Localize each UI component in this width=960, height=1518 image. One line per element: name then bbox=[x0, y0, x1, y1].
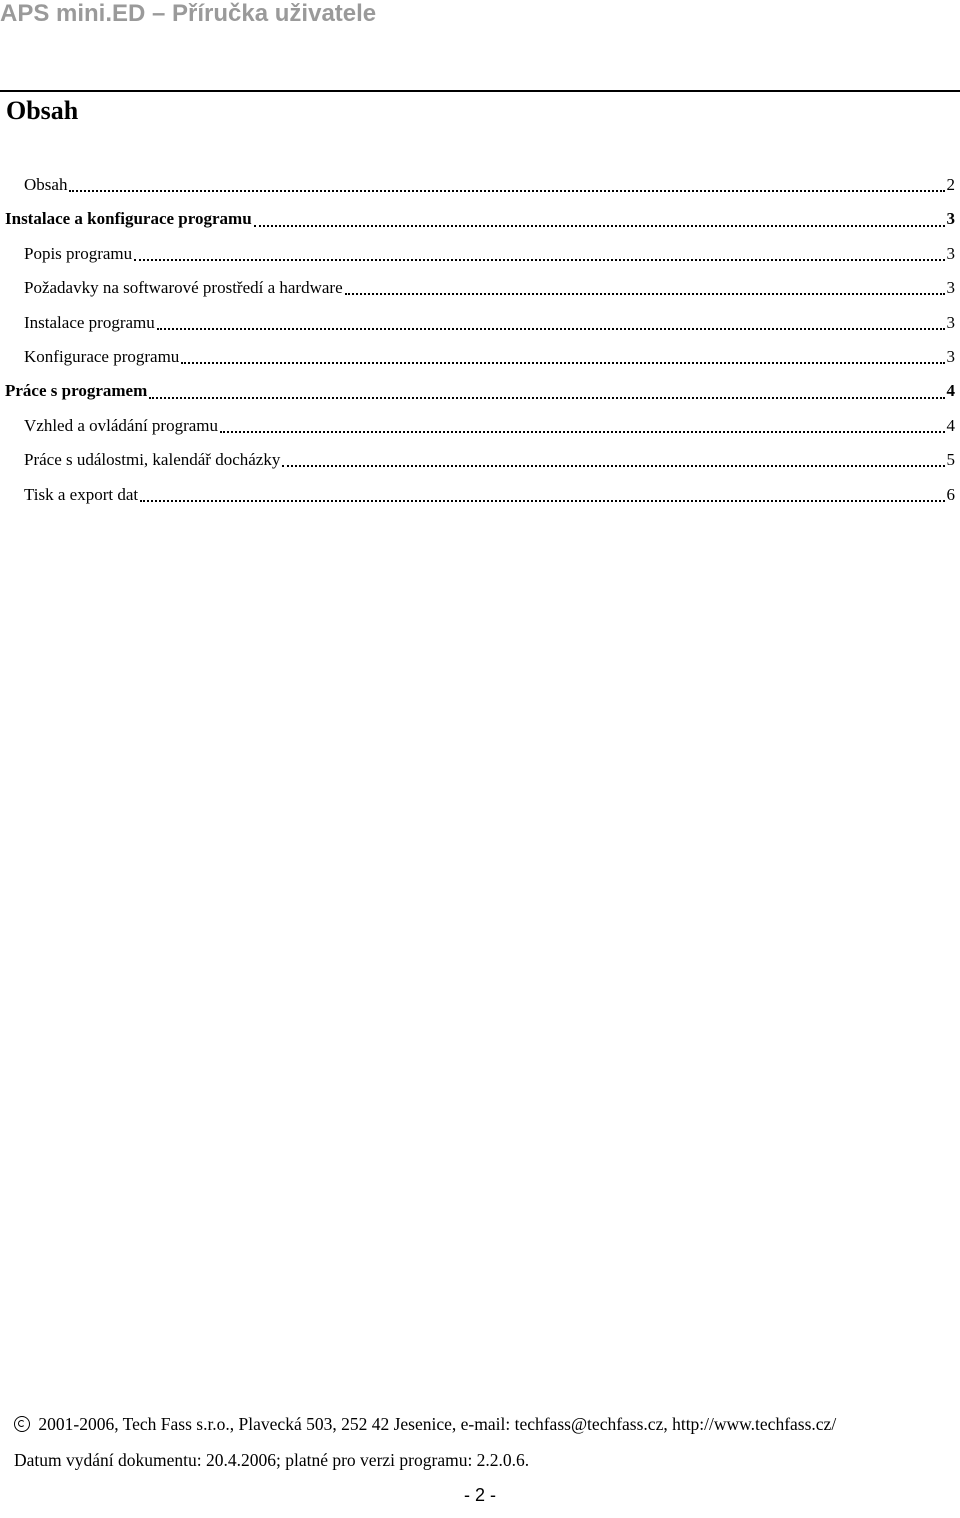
section-title: Obsah bbox=[6, 96, 79, 125]
document-header bbox=[0, 0, 960, 28]
toc-entry[interactable] bbox=[0, 478, 955, 512]
table-of-contents bbox=[0, 168, 955, 512]
toc-entry-page: 3 bbox=[946, 346, 955, 366]
footer-release-line: Datum vydání dokumentu: 20.4.2006; platné pro verzi programu: 2.2.0.6. bbox=[14, 1450, 530, 1470]
toc-dot-leader bbox=[157, 328, 945, 330]
footer-copyright-line bbox=[14, 1410, 836, 1438]
toc-dot-leader bbox=[254, 225, 945, 227]
page-number: - 2 - bbox=[463, 1485, 496, 1505]
toc-entry-label: Instalace a konfigurace programu bbox=[5, 209, 252, 229]
toc-entry[interactable] bbox=[0, 374, 955, 408]
toc-entry[interactable] bbox=[0, 202, 955, 236]
toc-entry[interactable] bbox=[0, 237, 955, 271]
toc-dot-leader bbox=[282, 465, 944, 467]
toc-dot-leader bbox=[149, 397, 944, 399]
toc-entry-label: Tisk a export dat bbox=[24, 484, 139, 504]
toc-entry[interactable] bbox=[0, 271, 955, 305]
toc-entry[interactable] bbox=[0, 409, 955, 443]
toc-entry[interactable] bbox=[0, 306, 955, 340]
header-divider bbox=[0, 90, 960, 92]
toc-dot-leader bbox=[140, 500, 944, 502]
toc-entry-page: 3 bbox=[946, 278, 955, 298]
toc-entry[interactable] bbox=[0, 340, 955, 374]
toc-entry-page: 3 bbox=[946, 312, 955, 332]
toc-dot-leader bbox=[134, 259, 944, 261]
toc-entry-label: Instalace programu bbox=[24, 312, 155, 332]
toc-entry-label: Práce s událostmi, kalendář docházky bbox=[24, 450, 281, 470]
toc-entry-page: 3 bbox=[946, 209, 955, 229]
copyright-icon bbox=[14, 1416, 30, 1432]
toc-dot-leader bbox=[69, 190, 944, 192]
footer-copyright-text: 2001-2006, Tech Fass s.r.o., Plavecká 503, 252 42 Jesenice, e-mail: techfass@techfass.cz, http://www.techfass.cz/ bbox=[38, 1414, 837, 1434]
toc-entry-label: Konfigurace programu bbox=[24, 346, 180, 366]
toc-entry-page: 2 bbox=[946, 175, 955, 194]
toc-entry-page: 3 bbox=[946, 243, 955, 263]
toc-entry-page: 4 bbox=[946, 415, 955, 435]
toc-entry-page: 5 bbox=[946, 450, 955, 470]
toc-entry-label: Popis programu bbox=[24, 243, 133, 263]
toc-dot-leader bbox=[181, 362, 944, 364]
toc-dot-leader bbox=[220, 431, 944, 433]
toc-entry-label: Požadavky na softwarové prostředí a hardware bbox=[24, 278, 343, 298]
toc-entry-page: 4 bbox=[946, 381, 955, 401]
toc-entry-label: Práce s programem bbox=[5, 381, 148, 401]
toc-dot-leader bbox=[345, 293, 945, 295]
toc-entry[interactable] bbox=[0, 443, 955, 477]
toc-entry-label: Obsah bbox=[24, 175, 68, 194]
toc-entry-label: Vzhled a ovládání programu bbox=[24, 415, 219, 435]
document-title: APS mini.ED – Příručka uživatele bbox=[0, 0, 377, 27]
toc-entry-page: 6 bbox=[946, 484, 955, 504]
toc-entry[interactable] bbox=[0, 168, 955, 202]
